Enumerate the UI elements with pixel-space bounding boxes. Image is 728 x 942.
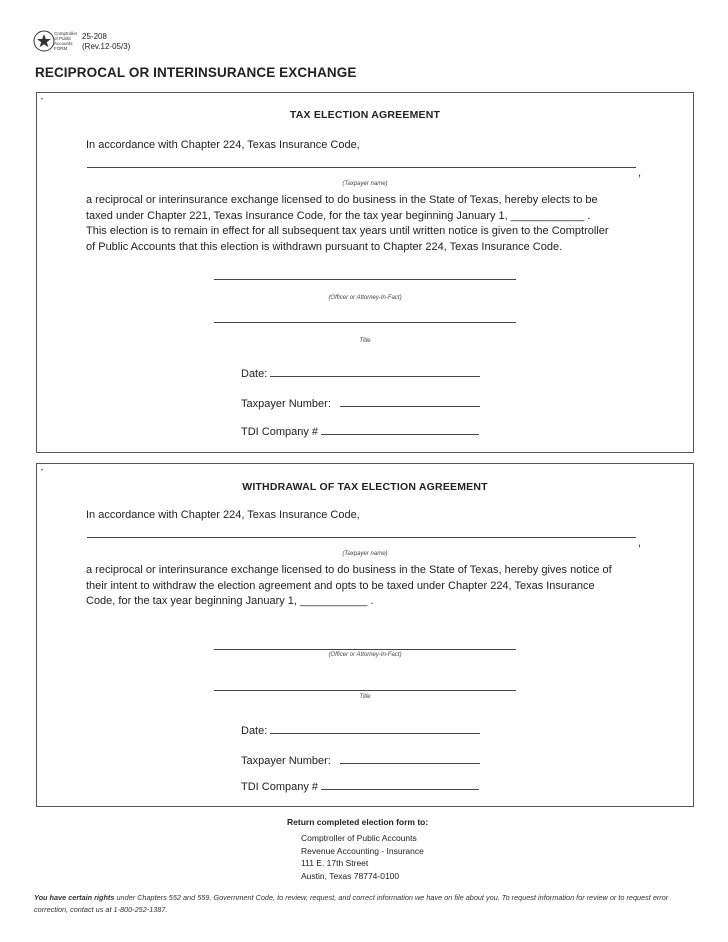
intro-text: In accordance with Chapter 224, Texas Insurance Code, [86,139,360,151]
title-field[interactable] [214,322,516,323]
withdrawal-paragraph: a reciprocal or interinsurance exchange licensed to do business in the State of Texas, hereby gives notice of their intent to withdraw the election agreement and opts to be taxed under Chapter 224, Texas Insurance Code, for the tax year beginning January 1, ___________ . [86,564,612,608]
date-label: Date: [241,368,268,380]
tdi-company-row [241,424,479,438]
tdi-company-field[interactable] [321,779,479,790]
officer-caption: (Officer or Attorney-In-Fact) [328,295,402,301]
comma: , [638,167,642,179]
agency-name: Comptroller of Public Accounts FORM [54,31,78,51]
taxpayer-name-field[interactable] [87,537,636,538]
comma: , [638,537,642,549]
section-title: TAX ELECTION AGREEMENT [289,109,441,121]
date-label: Date: [241,725,268,737]
return-address: Comptroller of Public Accounts Revenue Accounting - Insurance 111 E. 17th Street Austin, Texas 78774-0100 [301,833,424,881]
intro-text: In accordance with Chapter 224, Texas Insurance Code, [86,509,360,521]
section-title: WITHDRAWAL OF TAX ELECTION AGREEMENT [242,481,488,493]
date-row [241,723,480,737]
date-field[interactable] [270,366,480,377]
taxpayer-name-caption: (Taxpayer name) [342,551,388,557]
taxpayer-name-caption: (Taxpayer name) [342,181,388,187]
rights-notice-bold: You have certain rights [34,893,115,902]
corner-mark: • [41,97,44,103]
tdi-company-label: TDI Company # [241,781,319,793]
taxpayer-number-label: Taxpayer Number: [241,398,331,410]
return-heading: Return completed election form to: [287,817,429,827]
comptroller-seal-icon [33,30,55,52]
date-row [241,366,480,380]
date-field[interactable] [270,723,480,734]
officer-signature-field[interactable] [214,279,516,280]
tdi-company-label: TDI Company # [241,426,319,438]
rights-notice [34,892,699,916]
officer-signature-field[interactable] [214,649,516,650]
election-paragraph: a reciprocal or interinsurance exchange licensed to do business in the State of Texas, hereby elects to be taxed under Chapter 221, Texas Insurance Code, for the tax year beginning January 1, ____________ . This election is to remain in effect for all subsequent tax years until written notice is given to the Comptroller of Public Accounts that this election is withdrawn pursuant to Chapter 224, Texas Insurance Code. [86,194,609,253]
withdrawal-section [36,463,694,807]
form-number: 25-208 (Rev.12-05/3) [82,32,131,51]
page-title: RECIPROCAL OR INTERINSURANCE EXCHANGE [35,65,357,80]
title-caption: Title [359,338,371,344]
officer-caption: (Officer or Attorney-In-Fact) [328,652,402,658]
tax-election-section [36,92,694,453]
taxpayer-name-field[interactable] [87,167,636,168]
tdi-company-row [241,779,479,793]
taxpayer-number-field[interactable] [340,396,480,407]
taxpayer-number-row [241,753,480,767]
taxpayer-number-field[interactable] [340,753,480,764]
title-caption: Title [359,694,371,700]
taxpayer-number-row [241,396,480,410]
title-field[interactable] [214,690,516,691]
corner-mark: • [41,468,44,474]
tdi-company-field[interactable] [321,424,479,435]
taxpayer-number-label: Taxpayer Number: [241,755,331,767]
rights-notice-text: under Chapters 552 and 559, Government Code, to review, request, and correct information we have on file about you. To request information for review or to request error correction, contact us at 1-800-252-1387. [34,893,669,914]
